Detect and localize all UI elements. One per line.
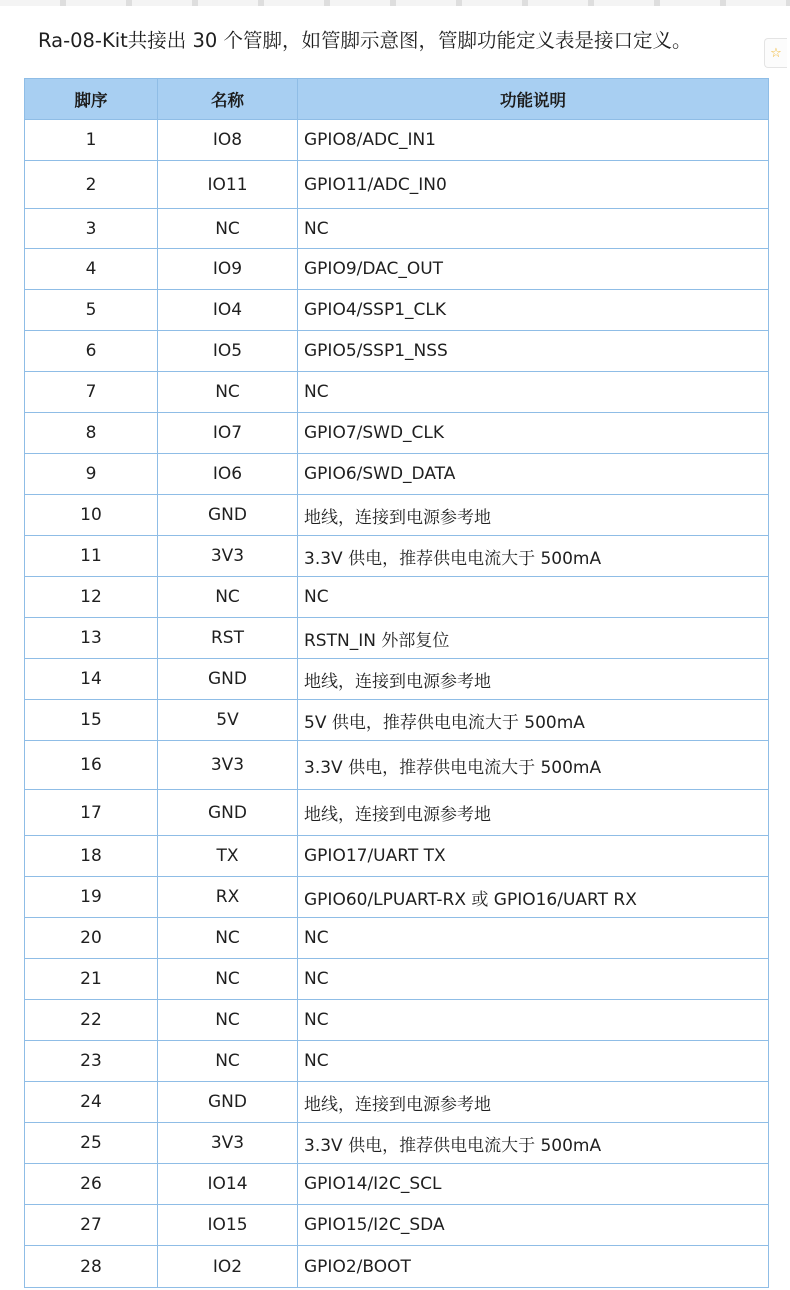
header-pin-number: 脚序 <box>25 79 158 120</box>
pin-name-cell: NC <box>158 577 298 618</box>
pin-function-cell: GPIO14/I2C_SCL <box>298 1164 769 1205</box>
table-row <box>25 331 769 372</box>
pin-function-cell: RSTN_IN 外部复位 <box>298 618 769 659</box>
pin-name-cell: 3V3 <box>158 741 298 790</box>
pin-number-cell: 15 <box>25 700 158 741</box>
pin-name-cell: NC <box>158 1041 298 1082</box>
table-row <box>25 618 769 659</box>
pin-number-cell: 6 <box>25 331 158 372</box>
pin-name-cell: GND <box>158 1082 298 1123</box>
pin-number-cell: 25 <box>25 1123 158 1164</box>
pin-number-cell: 1 <box>25 120 158 161</box>
pin-function-cell: NC <box>298 918 769 959</box>
pin-name-cell: IO2 <box>158 1246 298 1288</box>
pin-number-cell: 8 <box>25 413 158 454</box>
table-row <box>25 659 769 700</box>
pin-function-cell: GPIO6/SWD_DATA <box>298 454 769 495</box>
table-row <box>25 290 769 331</box>
pin-name-cell: NC <box>158 372 298 413</box>
table-row <box>25 918 769 959</box>
pin-number-cell: 18 <box>25 836 158 877</box>
pin-number-cell: 26 <box>25 1164 158 1205</box>
pin-function-cell: GPIO5/SSP1_NSS <box>298 331 769 372</box>
pin-number-cell: 21 <box>25 959 158 1000</box>
pin-name-cell: TX <box>158 836 298 877</box>
pin-number-cell: 12 <box>25 577 158 618</box>
table-row <box>25 1205 769 1246</box>
pin-number-cell: 24 <box>25 1082 158 1123</box>
pin-function-cell: NC <box>298 577 769 618</box>
pin-function-cell: GPIO60/LPUART-RX 或 GPIO16/UART RX <box>298 877 769 918</box>
pin-name-cell: 5V <box>158 700 298 741</box>
table-row <box>25 700 769 741</box>
pin-function-cell: NC <box>298 1000 769 1041</box>
table-row <box>25 536 769 577</box>
pin-number-cell: 17 <box>25 790 158 836</box>
pin-function-cell: 3.3V 供电，推荐供电电流大于 500mA <box>298 1123 769 1164</box>
top-divider <box>0 0 790 6</box>
pin-number-cell: 13 <box>25 618 158 659</box>
table-row <box>25 790 769 836</box>
pin-name-cell: IO11 <box>158 161 298 209</box>
pin-name-cell: 3V3 <box>158 536 298 577</box>
pin-number-cell: 27 <box>25 1205 158 1246</box>
floating-star-icon[interactable]: ☆ <box>764 38 787 68</box>
pin-number-cell: 14 <box>25 659 158 700</box>
table-row <box>25 877 769 918</box>
pin-number-cell: 9 <box>25 454 158 495</box>
pin-name-cell: 3V3 <box>158 1123 298 1164</box>
pin-name-cell: NC <box>158 918 298 959</box>
pin-name-cell: GND <box>158 659 298 700</box>
pin-number-cell: 7 <box>25 372 158 413</box>
pin-function-cell: GPIO8/ADC_IN1 <box>298 120 769 161</box>
pin-number-cell: 19 <box>25 877 158 918</box>
pin-function-cell: GPIO17/UART TX <box>298 836 769 877</box>
pin-number-cell: 22 <box>25 1000 158 1041</box>
table-row <box>25 1164 769 1205</box>
table-row <box>25 1123 769 1164</box>
pin-function-cell: GPIO4/SSP1_CLK <box>298 290 769 331</box>
pin-number-cell: 16 <box>25 741 158 790</box>
table-row <box>25 836 769 877</box>
table-row <box>25 577 769 618</box>
pin-name-cell: GND <box>158 495 298 536</box>
pin-number-cell: 23 <box>25 1041 158 1082</box>
pin-name-cell: IO8 <box>158 120 298 161</box>
table-row <box>25 495 769 536</box>
pin-function-cell: NC <box>298 209 769 249</box>
pin-function-cell: 地线，连接到电源参考地 <box>298 659 769 700</box>
pin-name-cell: IO4 <box>158 290 298 331</box>
pin-name-cell: RST <box>158 618 298 659</box>
table-row <box>25 372 769 413</box>
table-row <box>25 959 769 1000</box>
pin-function-cell: 地线，连接到电源参考地 <box>298 495 769 536</box>
intro-text: Ra-08-Kit共接出 30 个管脚，如管脚示意图，管脚功能定义表是接口定义。 <box>38 29 692 52</box>
pin-name-cell: RX <box>158 877 298 918</box>
pin-function-cell: GPIO11/ADC_IN0 <box>298 161 769 209</box>
pin-function-cell: 地线，连接到电源参考地 <box>298 1082 769 1123</box>
pin-function-cell: GPIO7/SWD_CLK <box>298 413 769 454</box>
pin-name-cell: IO9 <box>158 249 298 290</box>
pin-function-cell: NC <box>298 959 769 1000</box>
pin-definition-table <box>24 78 769 1288</box>
header-pin-name: 名称 <box>158 79 298 120</box>
pin-number-cell: 2 <box>25 161 158 209</box>
header-function: 功能说明 <box>298 79 769 120</box>
table-row <box>25 1000 769 1041</box>
pin-function-cell: GPIO9/DAC_OUT <box>298 249 769 290</box>
pin-function-cell: NC <box>298 372 769 413</box>
pin-name-cell: NC <box>158 209 298 249</box>
pin-name-cell: IO6 <box>158 454 298 495</box>
table-row <box>25 161 769 209</box>
pin-function-cell: 3.3V 供电，推荐供电电流大于 500mA <box>298 741 769 790</box>
pin-number-cell: 10 <box>25 495 158 536</box>
pin-name-cell: IO15 <box>158 1205 298 1246</box>
table-row <box>25 1082 769 1123</box>
pin-function-cell: GPIO2/BOOT <box>298 1246 769 1288</box>
pin-name-cell: GND <box>158 790 298 836</box>
pin-name-cell: IO14 <box>158 1164 298 1205</box>
pin-function-cell: 地线，连接到电源参考地 <box>298 790 769 836</box>
pin-function-cell: 3.3V 供电，推荐供电电流大于 500mA <box>298 536 769 577</box>
table-row <box>25 454 769 495</box>
table-row <box>25 1041 769 1082</box>
pin-number-cell: 5 <box>25 290 158 331</box>
table-row <box>25 1246 769 1288</box>
pin-function-cell: 5V 供电，推荐供电电流大于 500mA <box>298 700 769 741</box>
pin-name-cell: IO5 <box>158 331 298 372</box>
pin-number-cell: 28 <box>25 1246 158 1288</box>
table-row <box>25 741 769 790</box>
pin-name-cell: NC <box>158 1000 298 1041</box>
pin-function-cell: NC <box>298 1041 769 1082</box>
pin-function-cell: GPIO15/I2C_SDA <box>298 1205 769 1246</box>
pin-name-cell: IO7 <box>158 413 298 454</box>
pin-number-cell: 11 <box>25 536 158 577</box>
pin-number-cell: 4 <box>25 249 158 290</box>
table-row <box>25 413 769 454</box>
pin-number-cell: 20 <box>25 918 158 959</box>
table-row <box>25 249 769 290</box>
table-row <box>25 120 769 161</box>
pin-number-cell: 3 <box>25 209 158 249</box>
table-row <box>25 209 769 249</box>
table-header-row <box>25 79 769 120</box>
pin-name-cell: NC <box>158 959 298 1000</box>
